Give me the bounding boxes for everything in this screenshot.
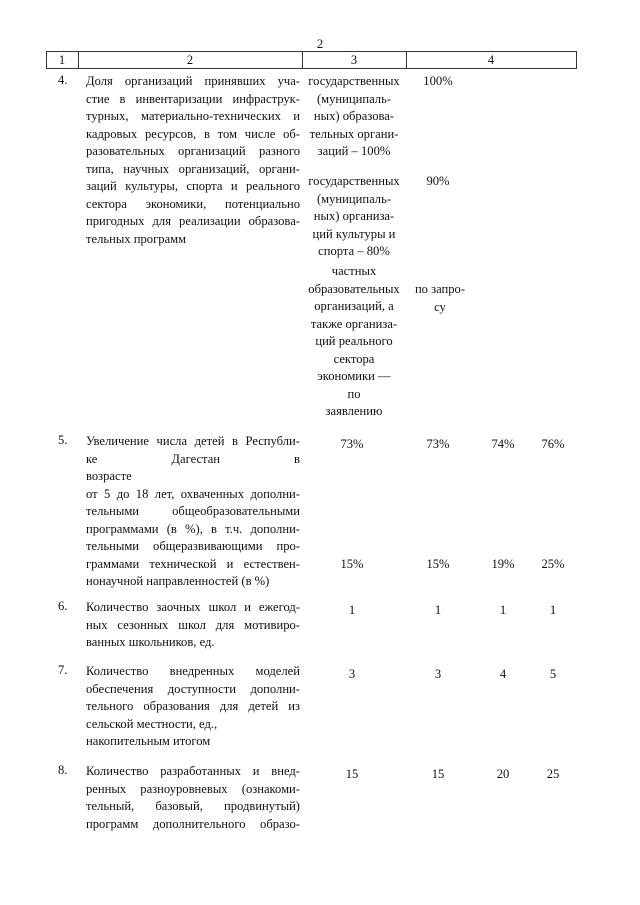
page-number: 2 — [316, 36, 324, 51]
row-number: 6. — [58, 599, 68, 613]
sub-category: государственных (муниципаль- ных) организа- ций культуры и спорта – 80% — [308, 174, 400, 258]
desc-line: ренных разноуровневых (ознакоми- — [86, 781, 300, 796]
header-col-1: 1 — [58, 53, 66, 67]
value-col4: 4 — [499, 667, 507, 681]
desc-line: Увеличение числа детей в Республи- — [86, 434, 300, 448]
desc-line: нонаучной направленностей (в %) — [86, 574, 270, 588]
desc-line: кадровых ресурсов, в том числе об- — [86, 126, 300, 141]
desc-line: тельными общеобразовательными — [86, 504, 300, 518]
value-col4: 15% — [426, 557, 450, 571]
desc-line: пригодных для реализации образова- — [86, 214, 300, 228]
desc-line: тельного образования для детей из — [86, 699, 300, 713]
value-col4: 1 — [549, 603, 557, 617]
desc-line: тельными общеразвивающими про- — [86, 539, 300, 553]
desc-line: граммами технической и естествен- — [86, 556, 300, 571]
desc-line: ванных школьников, ед. — [86, 635, 215, 649]
indicator-value: 100% — [423, 74, 453, 88]
desc-line: стие в инвентаризации инфраструк- — [86, 91, 300, 106]
desc-line: Доля организаций принявших уча- — [86, 74, 300, 88]
desc-line: ке Дагестан в возрасте — [86, 451, 300, 483]
sub-category: частных образовательных организаций, а также организа- ций реального сектора экономики — по заявлению — [308, 264, 400, 418]
sub-category: государственных (муниципаль- ных) образова- тельных органи- заций – 100% — [308, 74, 400, 158]
value-col4: 1 — [499, 603, 507, 617]
desc-line: разовательных организаций разного — [86, 144, 300, 158]
desc-line: сектора экономики, потенциально — [86, 196, 300, 211]
desc-line: накопительным итогом — [86, 734, 211, 748]
desc-line: Количество внедренных моделей — [86, 664, 300, 678]
row-description — [86, 599, 300, 652]
value-col3: 15% — [340, 557, 364, 571]
value-col4: 3 — [434, 667, 442, 681]
desc-line: программами (в %), в т.ч. дополни- — [86, 521, 300, 536]
value-col3: 1 — [348, 603, 356, 617]
value-col3: 3 — [348, 667, 356, 681]
header-bottom-border — [46, 68, 576, 69]
value-col4: 25% — [541, 557, 565, 571]
value-col4: 15 — [431, 767, 445, 781]
value-col4: 73% — [426, 437, 450, 451]
row-number: 8. — [58, 763, 68, 777]
header-col-4: 4 — [487, 53, 495, 67]
row-number: 4. — [58, 73, 68, 87]
value-col4: 5 — [549, 667, 557, 681]
desc-line: тельных программ — [86, 231, 187, 246]
value-col4: 74% — [491, 437, 515, 451]
header-divider — [576, 51, 577, 69]
indicator-value: по запро- су — [414, 282, 466, 314]
desc-line: турных, материально-технических и — [86, 109, 300, 123]
desc-line: обеспечения доступности дополни- — [86, 681, 300, 696]
header-col-2: 2 — [186, 53, 194, 67]
row-number: 7. — [58, 663, 68, 677]
desc-line: Количество разработанных и внед- — [86, 764, 300, 778]
value-col4: 20 — [496, 767, 510, 781]
row-number: 5. — [58, 433, 68, 447]
value-col4: 76% — [541, 437, 565, 451]
value-col3: 73% — [340, 437, 364, 451]
value-col3: 15 — [345, 767, 359, 781]
indicator-value: 90% — [426, 174, 450, 188]
row-description — [86, 73, 300, 248]
header-col-3: 3 — [350, 53, 358, 67]
desc-line: ных сезонных школ для мотивиро- — [86, 617, 300, 632]
desc-line: типа, научных организаций, органи- — [86, 161, 300, 176]
desc-line: от 5 до 18 лет, охваченных дополни- — [86, 486, 300, 501]
desc-line: программ дополнительного образо- — [86, 816, 300, 831]
value-col4: 19% — [491, 557, 515, 571]
row-description — [86, 763, 300, 833]
desc-line: сельской местности, ед., — [86, 716, 218, 731]
row-description — [86, 663, 300, 751]
row-description — [86, 433, 300, 591]
value-col4: 1 — [434, 603, 442, 617]
desc-line: заций культуры, спорта и реального — [86, 179, 300, 193]
desc-line: тельный, базовый, продвинутый) — [86, 799, 300, 813]
value-col4: 25 — [546, 767, 560, 781]
desc-line: Количество заочных школ и ежегод- — [86, 600, 300, 614]
